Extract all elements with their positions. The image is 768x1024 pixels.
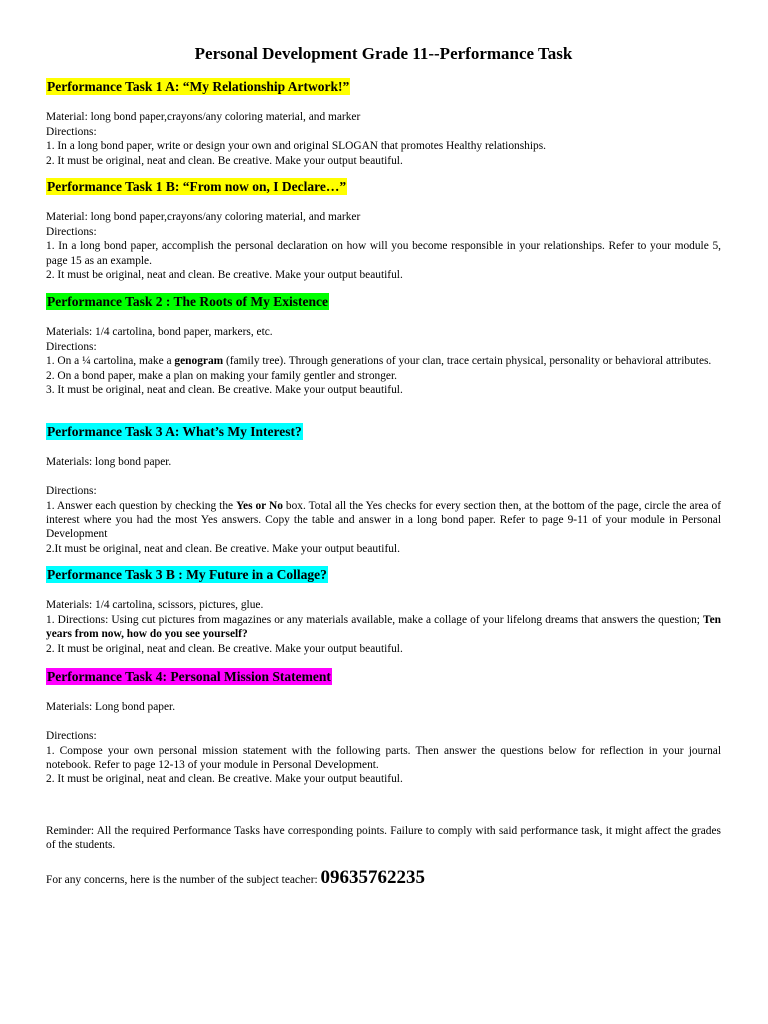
task-4-directions-label: Directions: xyxy=(46,730,97,743)
task-3a-item-1-post: box. Total all the Yes checks for every section then, at the bottom of the page, circle the area of interest where you had the most Yes answers. Copy the table and answer in a long bond paper. Refer to page 9-11 of your module in Personal Development xyxy=(46,499,721,541)
reminder-section xyxy=(46,824,721,853)
task-3b-item-1-bold: Ten years from now, how do you see yourself? xyxy=(46,613,721,641)
task-2-heading: Performance Task 2 : The Roots of My Existence xyxy=(47,294,328,309)
task-2-item-2: 2. On a bond paper, make a plan on making your family gentler and stronger. xyxy=(46,369,397,382)
task-3a-directions-label: Directions: xyxy=(46,485,97,498)
task-1b-heading: Performance Task 1 B: “From now on, I Declare…” xyxy=(47,179,347,194)
task-2-directions-label: Directions: xyxy=(46,340,97,353)
task-2-item-1-post: (family tree). Through generations of your clan, trace certain physical, personality or behavioral attributes. xyxy=(223,355,712,368)
task-1b-item-1: 1. In a long bond paper, accomplish the personal declaration on how will you become responsible in your relationships. Refer to your module 5, page 15 as an example. xyxy=(46,240,721,267)
task-2-item-1 xyxy=(46,354,721,368)
task-3b-heading: Performance Task 3 B : My Future in a Collage? xyxy=(47,567,327,582)
task-1a-item-2: 2. It must be original, neat and clean. Be creative. Make your output beautiful. xyxy=(46,154,403,167)
task-4-material: Materials: Long bond paper. xyxy=(46,701,176,714)
task-3a-item-1-bold: Yes or No xyxy=(236,499,283,512)
task-3b-item-1-pre: 1. Directions: Using cut pictures from magazines or any materials available, make a collage of your lifelong dreams that answers the question; xyxy=(46,613,704,626)
task-1a-material: Material: long bond paper,crayons/any coloring material, and marker xyxy=(46,111,361,124)
task-2-item-1-pre: 1. On a ¼ cartolina, make a xyxy=(46,355,175,368)
teacher-phone-number: 09635762235 xyxy=(320,867,426,888)
document-title: Personal Development Grade 11--Performance Task xyxy=(194,44,573,63)
task-4-item-2: 2. It must be original, neat and clean. Be creative. Make your output beautiful. xyxy=(46,773,403,786)
task-3a-section xyxy=(46,423,721,556)
task-4-item-1: 1. Compose your own personal mission statement with the following parts. Then answer the questions below for reflection in your journal notebook. Refer to page 12-13 of your module in Personal Development. xyxy=(46,744,721,771)
contact-line xyxy=(46,866,721,892)
task-3a-item-1-pre: 1. Answer each question by checking the xyxy=(46,499,237,512)
reminder-text: Reminder: All the required Performance Tasks have corresponding points. Failure to comply with said performance task, it might affect the grades of the students. xyxy=(46,825,721,852)
task-1b-material: Material: long bond paper,crayons/any coloring material, and marker xyxy=(46,211,361,224)
task-3b-item-2: 2. It must be original, neat and clean. Be creative. Make your output beautiful. xyxy=(46,642,403,655)
task-3b-material: Materials: 1/4 cartolina, scissors, pictures, glue. xyxy=(46,599,264,612)
task-4-heading: Performance Task 4: Personal Mission Statement xyxy=(47,669,331,684)
task-1b-section xyxy=(46,178,721,282)
task-1a-section xyxy=(46,78,721,168)
contact-text: For any concerns, here is the number of the subject teacher: xyxy=(46,874,321,886)
task-1b-directions-label: Directions: xyxy=(46,225,97,238)
task-4-section xyxy=(46,668,721,787)
task-3a-heading: Performance Task 3 A: What’s My Interest? xyxy=(47,424,302,439)
task-2-item-3: 3. It must be original, neat and clean. Be creative. Make your output beautiful. xyxy=(46,384,403,397)
task-2-item-1-bold: genogram xyxy=(174,355,224,368)
task-3a-item-1 xyxy=(46,499,721,542)
task-3b-section xyxy=(46,566,721,656)
task-3b-item-1 xyxy=(46,613,721,642)
task-2-section xyxy=(46,293,721,397)
task-2-material: Materials: 1/4 cartolina, bond paper, markers, etc. xyxy=(46,326,273,339)
task-3a-material: Materials: long bond paper. xyxy=(46,456,172,469)
task-1b-item-2: 2. It must be original, neat and clean. Be creative. Make your output beautiful. xyxy=(46,269,403,282)
task-1a-item-1: 1. In a long bond paper, write or design your own and original SLOGAN that promotes Healthy relationships. xyxy=(46,140,547,153)
task-1a-directions-label: Directions: xyxy=(46,125,97,138)
task-3a-item-2: 2.It must be original, neat and clean. Be creative. Make your output beautiful. xyxy=(46,542,400,555)
task-1a-heading: Performance Task 1 A: “My Relationship Artwork!” xyxy=(47,79,350,94)
contact-section xyxy=(46,866,721,892)
